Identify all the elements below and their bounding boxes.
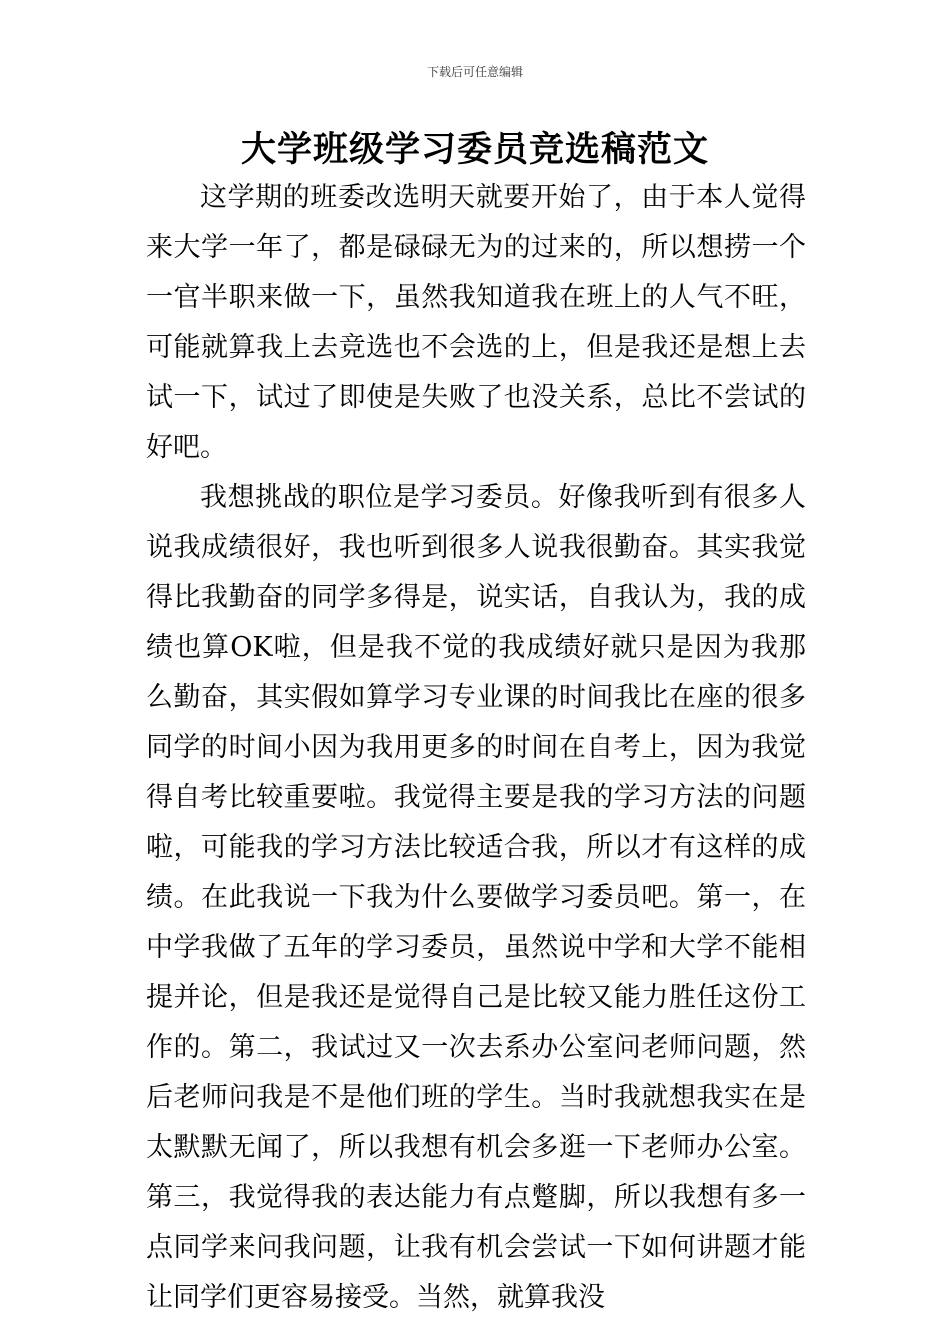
document-title: 大学班级学习委员竞选稿范文 bbox=[240, 130, 709, 170]
paragraph-1: 这学期的班委改选明天就要开始了，由于本人觉得来大学一年了，都是碌碌无为的过来的，所以想捞一个一官半职来做一下，虽然我知道我在班上的人气不旺，可能就算我上去竞选也不会选的上，但是我还是想上去试一下，试过了即使是失败了也没关系，总比不尝试的好吧。 bbox=[146, 182, 806, 463]
document-body bbox=[146, 173, 806, 1323]
header-note: 下载后可任意编辑 bbox=[426, 65, 523, 79]
paragraph-2: 我想挑战的职位是学习委员。好像我听到有很多人说我成绩很好，我也听到很多人说我很勤奋。其实我觉得比我勤奋的同学多得是，说实话，自我认为，我的成绩也算OK啦，但是我不觉的我成绩好就只是因为我那么勤奋，其实假如算学习专业课的时间我比在座的很多同学的时间小因为我用更多的时间在自考上，因为我觉得自考比较重要啦。我觉得主要是我的学习方法的问题啦，可能我的学习方法比较适合我，所以才有这样的成绩。在此我说一下我为什么要做学习委员吧。第一，在中学我做了五年的学习委员，虽然说中学和大学不能相提并论，但是我还是觉得自己是比较又能力胜任这份工作的。第二，我试过又一次去系办公室问老师问题，然后老师问我是不是他们班的学生。当时我就想我实在是太默默无闻了，所以我想有机会多逛一下老师办公室。第三，我觉得我的表达能力有点蹩脚，所以我想有多一点同学来问我问题，让我有机会尝试一下如何讲题才能让同学们更容易接受。当然，就算我没 bbox=[146, 482, 806, 1313]
